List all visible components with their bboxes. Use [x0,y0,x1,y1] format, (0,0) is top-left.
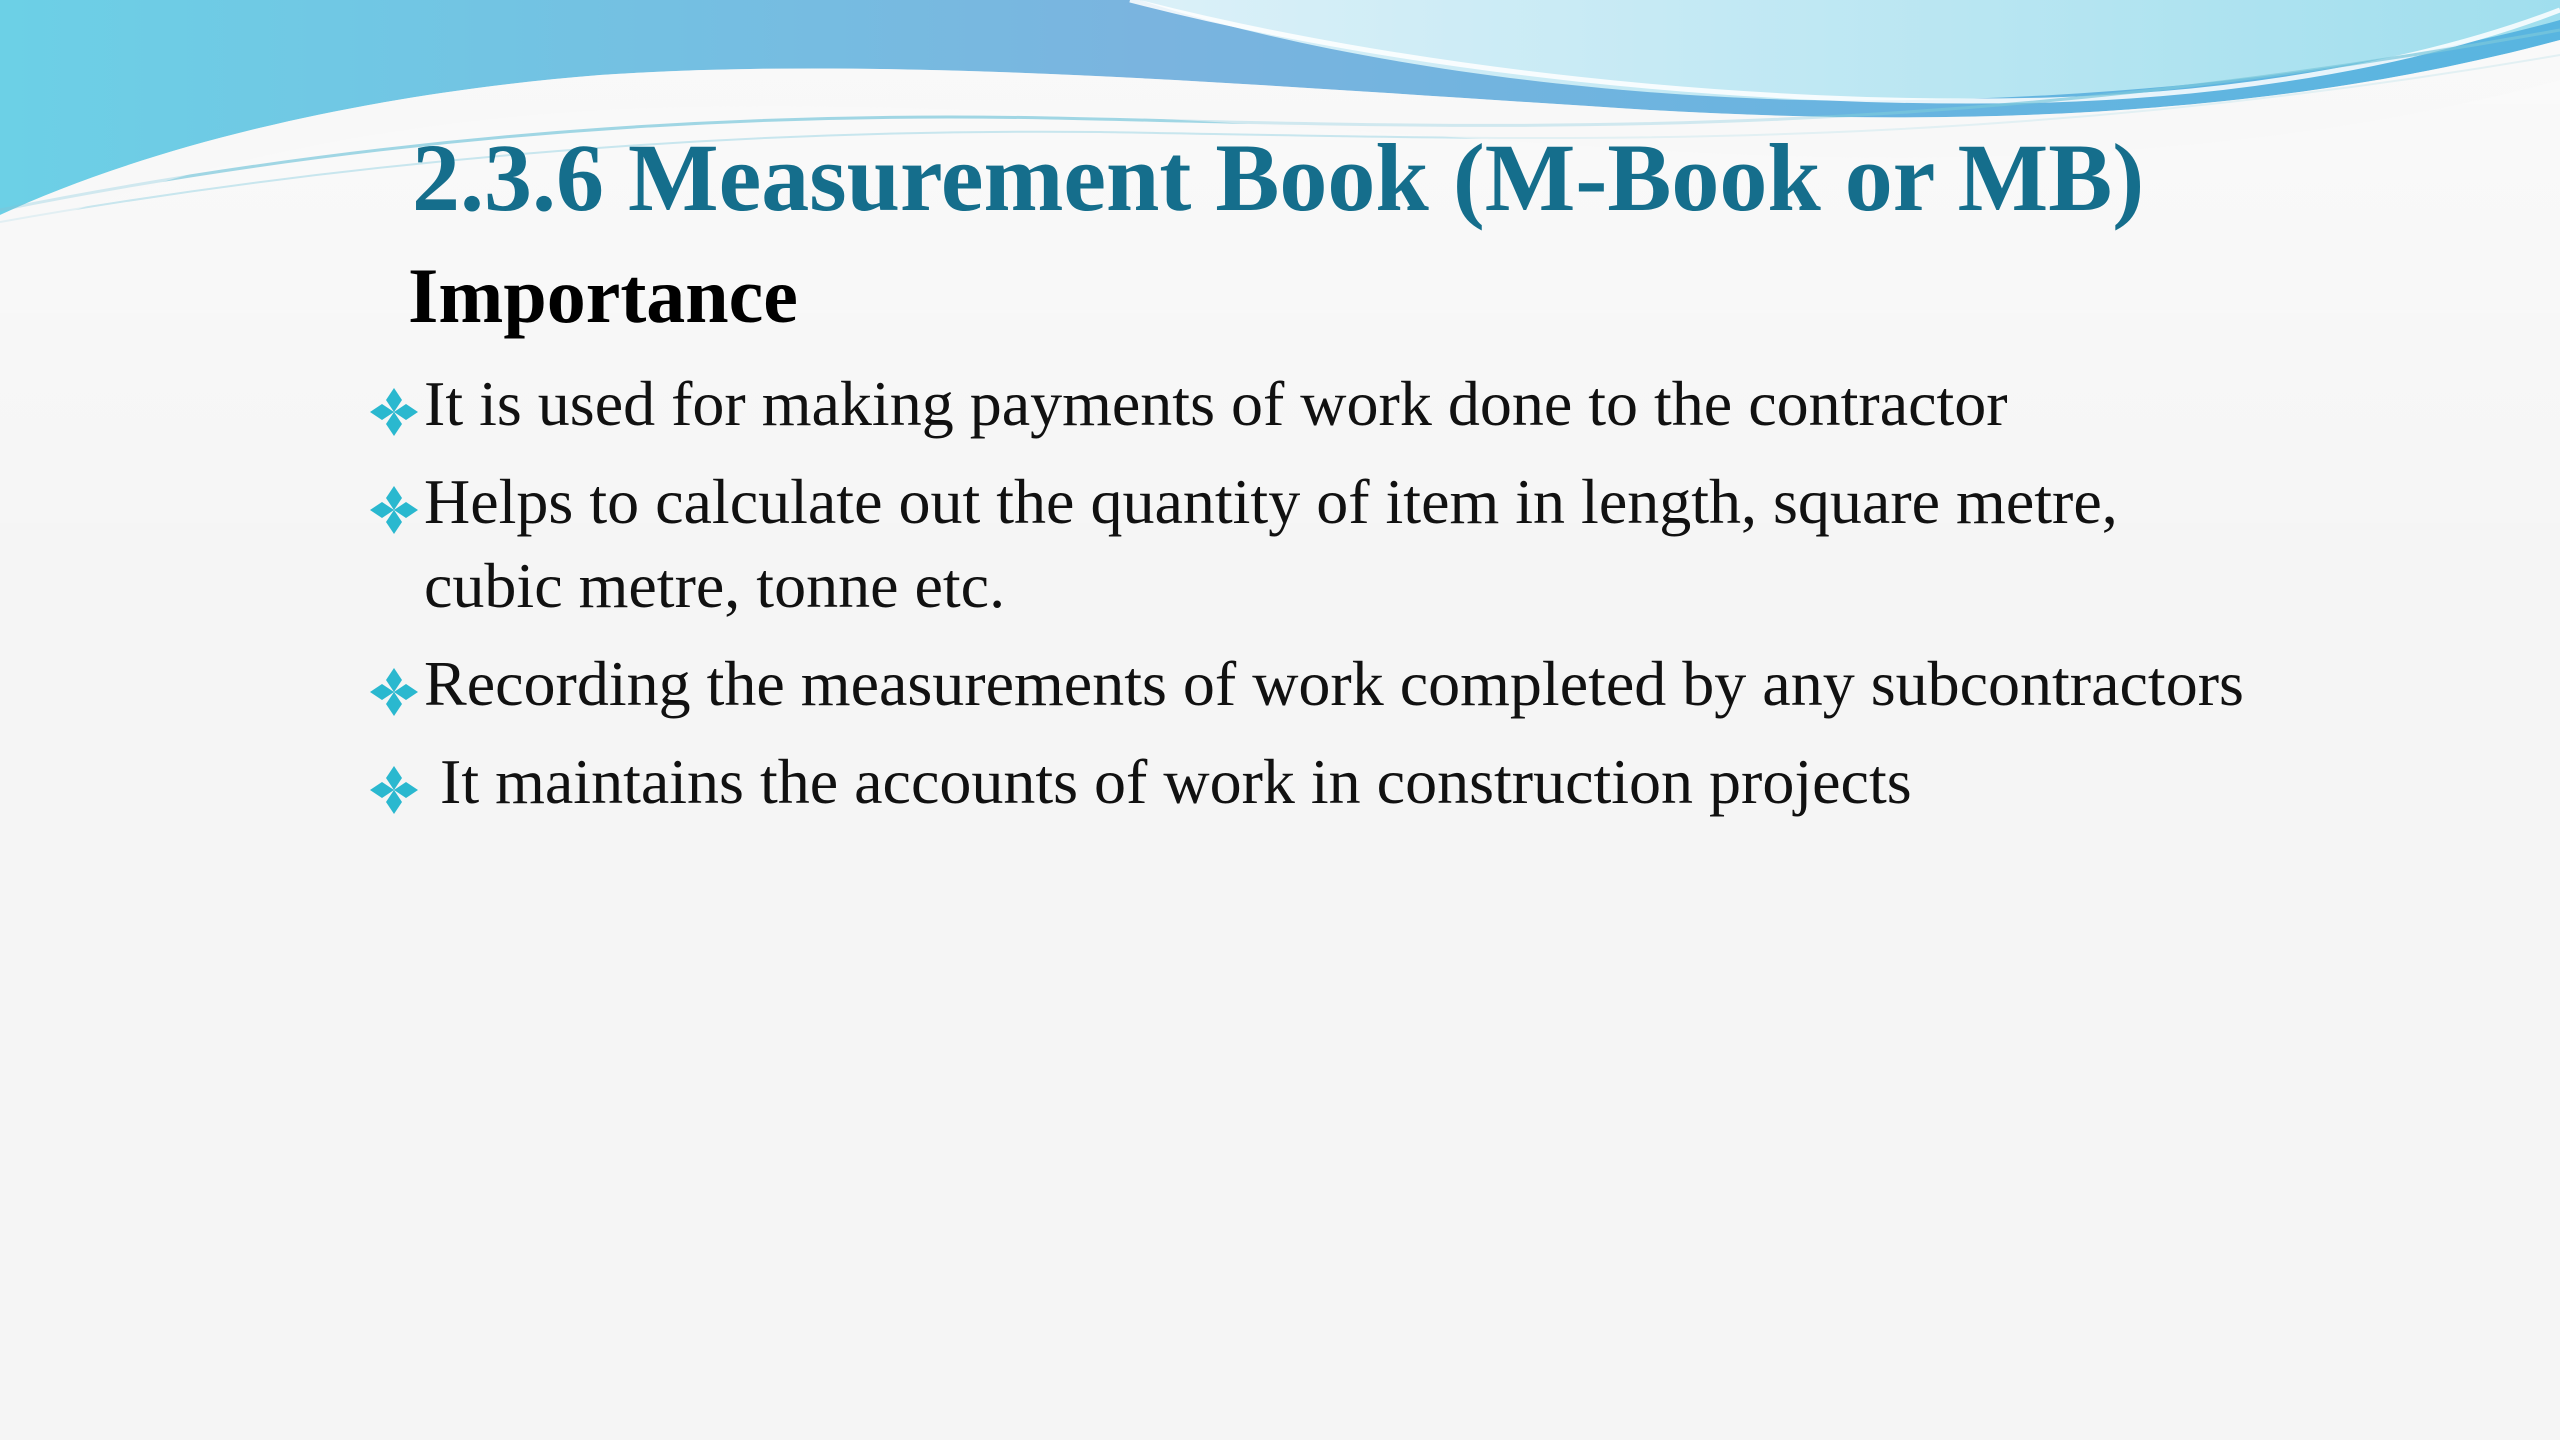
slide-title: 2.3.6 Measurement Book (M-Book or MB) [412,124,2145,231]
bullet-text: Helps to calculate out the quantity of item in length, square metre, cubic metre, tonne etc. [424,466,2118,621]
bullet-item [368,740,2268,824]
four-diamond-bullet-icon [368,666,420,718]
bullet-item [368,460,2268,628]
bullet-text: It is used for making payments of work done to the contractor [424,368,2008,439]
bullet-text: Recording the measurements of work completed by any subcontractors [424,648,2244,719]
bullet-list [368,362,2268,838]
four-diamond-bullet-icon [368,484,420,536]
bullet-item [368,642,2268,726]
four-diamond-bullet-icon [368,386,420,438]
bullet-text: It maintains the accounts of work in construction projects [440,746,1912,817]
four-diamond-bullet-icon [368,764,420,816]
section-heading: Importance [408,252,798,339]
bullet-item [368,362,2268,446]
